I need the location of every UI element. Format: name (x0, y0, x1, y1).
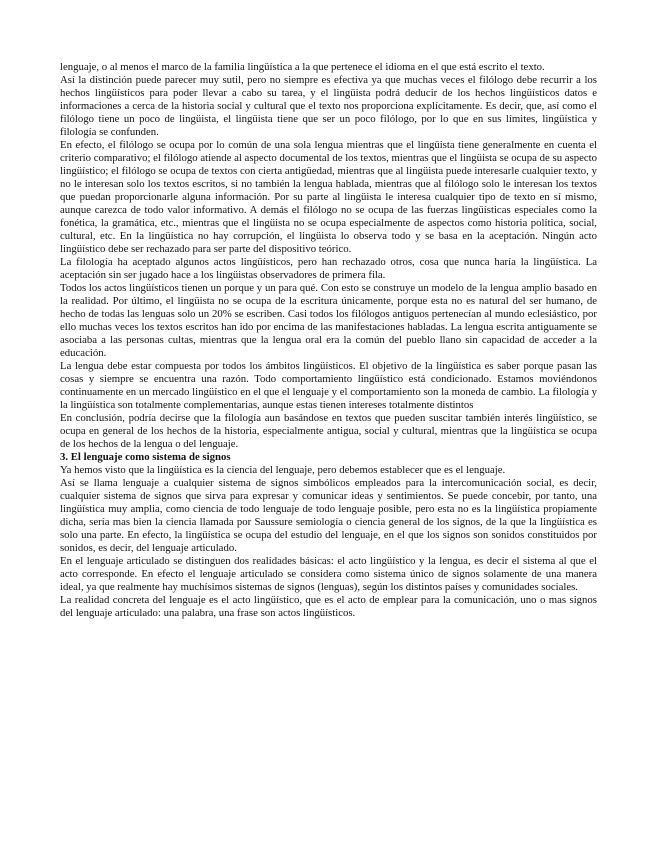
paragraph-ciencia-lenguaje: Ya hemos visto que la lingüística es la ciencia del lenguaje, pero debemos establecer que es el lenguaje. (60, 464, 506, 476)
section-heading: 3. El lenguaje como sistema de signos (60, 451, 231, 463)
document-page (60, 61, 597, 620)
paragraph-conclusion: En conclusión, podría decirse que la filología aun basándose en textos que pueden suscitar también interés lingüístico, se ocupa en general de los hechos de la historia, especialmente antigua, social y cultural, mientras que la lingüística se ocupa de los hechos de la lengua o del lenguaje. (60, 412, 597, 450)
paragraph-en-efecto-filologo: En efecto, el filólogo se ocupa por lo común de una sola lengua mientras que el lingüista tiene generalmente en cuenta el criterio comparativo; el filólogo atiende al aspecto documental de los textos, mientras que el lingüista se ocupa de su aspecto lingüístico; el filólogo se ocupa de textos con cierta antigüedad, mientras que al lingüista puede interesarle cualquier texto, y no le interesan solo los textos escritos, si no también la lengua hablada, mientras que al filólogo solo le interesan los textos que puedan proporcionarle alguna información. Por su parte al lingüista le interesa cualquier tipo de texto en sí mismo, aunque carezca de todo valor informativo. A demás el filólogo no se ocupa de las fuerzas lingüísticas especiales como la fonética, la gramática, etc., mientras que el lingüista no se ocupa especialmente de aspectos como historia política, social, cultural, etc. En la lingüística no hay corrupción, el lingüista lo observa todo y se basa en la aceptación. Ningún acto lingüístico debe ser rechazado para ser parte del dispositivo teórico. (60, 139, 597, 255)
paragraph-filologia-aceptado: La filología ha aceptado algunos actos lingüísticos, pero han rechazado otros, cosa que nunca haría la lingüística. La aceptación sin ser jugado hace a los lingüistas observadores de primera fila. (60, 256, 597, 281)
paragraph-lengua-compuesta: La lengua debe estar compuesta por todos los ámbitos lingüísticos. El objetivo de la lingüística es saber porque pasan las cosas y siempre se encuentra una razón. Todo comportamiento lingüístico está condicionado. Estamos moviéndonos continuamente en un mercado lingüístico en el que el lenguaje y el comportamiento son la moneda de cambio. La filología y la lingüística son totalmente complementarias, aunque estas tienen intereses totalmente distintos (60, 360, 597, 411)
paragraph-actos-linguisticos: Todos los actos lingüísticos tienen un porque y un para qué. Con esto se construye un modelo de la lengua amplio basado en la realidad. Por último, el lingüista no se ocupa de la escritura únicamente, porque esta no es natural del ser humano, de hecho de todas las lenguas solo un 20% se escriben. Casi todos los filólogos antiguos pertenecían al mundo eclesiástico, por ello muchas veces los textos escritos han ido por encima de las manifestaciones habladas. La lengua escrita antiguamente se asociaba a las personas cultas, mientras que la lengua oral era la común del pueblo llano sin capacidad de acceder a la educación. (60, 282, 597, 359)
paragraph-sistema-signos: Así se llama lenguaje a cualquier sistema de signos simbólicos empleados para la intercomunicación social, es decir, cualquier sistema de signos que sirva para expresar y comunicar ideas y sentimientos. Se puede concebir, por tanto, una lingüística muy amplia, como ciencia de todo lenguaje de todo lenguaje posible, pero esta no es la lingüística propiamente dicha, sería mas bien la ciencia llamada por Saussure semiología o ciencia general de los signos, de la que la lingüística es solo una parte. En efecto, la lingüística se ocupa del estudio del lenguaje, en el que los signos son sonidos constituidos por sonidos, es decir, del lenguaje articulado. (60, 477, 597, 554)
paragraph-distincion-sutil: Así la distinción puede parecer muy sutil, pero no siempre es efectiva ya que muchas veces el filólogo debe recurrir a los hechos lingüísticos para poder llevar a cabo su tarea, y el lingüista podrá deducir de los hechos lingüísticos datos e informaciones a cerca de la historia social y cultural que el texto nos proporciona explícitamente. Es decir, que, así como el filólogo tiene un poco de lingüista, el lingüista tiene que ser un poco filólogo, por lo que en sus límites, lingüística y filología se confunden. (60, 74, 597, 138)
paragraph-lenguaje-articulado: En el lenguaje articulado se distinguen dos realidades básicas: el acto lingüístico y la lengua, es decir el sistema al que el acto corresponde. En efecto el lenguaje articulado se considera como sistema único de signos solamente de una manera ideal, ya que realmente hay muchísimos sistemas de signos (lenguas), según los distintos países y comunidades sociales. (60, 555, 597, 593)
paragraph-familia-linguistica: lenguaje, o al menos el marco de la familia lingüística a la que pertenece el idioma en el que está escrito el texto. (60, 61, 545, 73)
paragraph-realidad-concreta: La realidad concreta del lenguaje es el acto lingüístico, que es el acto de emplear para la comunicación, uno o mas signos del lenguaje articulado: una palabra, una frase son actos lingüísticos. (60, 594, 597, 619)
